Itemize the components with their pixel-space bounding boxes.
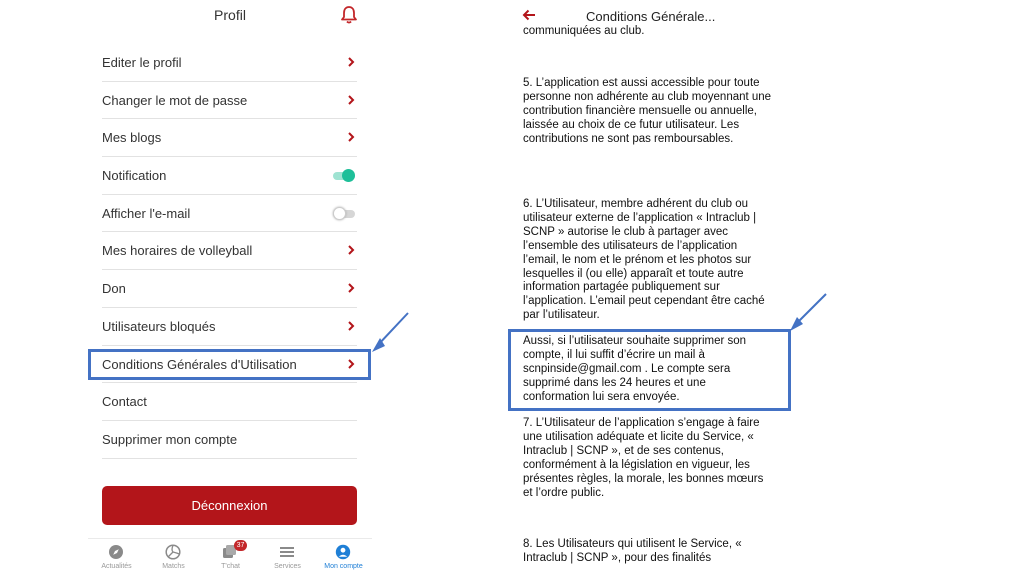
menu-item-label: Don [102,281,126,297]
menu-item-label: Supprimer mon compte [102,431,238,447]
menu-item-label: Utilisateurs bloqués [102,318,216,334]
menu-item-label: Conditions Générales d'Utilisation [102,356,297,372]
nav-label: T'chat [221,563,240,570]
logout-button[interactable]: Déconnexion [102,486,357,525]
menu-item-label: Mes blogs [102,130,162,146]
menu-item-label: Changer le mot de passe [102,92,248,108]
terms-paragraph-account-deletion: Aussi, si l’utilisateur souhaite supprimer son compte, il lui suffit d’écrire un mail à scnpinside@gmail.com . Le compte sera supprimé dans les 24 heures et une conformation lui sera envoyée. [523,335,747,403]
menu-item-label: Afficher l'e-mail [102,205,191,221]
page-title: Conditions Générale... [586,9,716,24]
nav-label: Actualités [101,563,132,570]
terms-paragraph-5: 5. L’application est aussi accessible pour toute personne non adhérente au club moyennant une contribution financière mensuelle ou annuelle, laissée au choix de ce futur utilisateur. Les contributions ne sont pas remboursables. [523,77,772,145]
terms-paragraph-8: 8. Les Utilisateurs qui utilisent le Service, « Intraclub | SCNP », pour des finalités [523,538,742,564]
menu-item-label: Contact [102,394,147,410]
terms-paragraph-6: 6. L’Utilisateur, membre adhérent du club ou utilisateur externe de l’application « Intraclub | SCNP » autorise le club à partager avec l’ensemble des utilisateurs de l’application l’email, le nom et le prénom et les photos sur lesquelles il (ou elle) apparaît et toute autre information partagée publiquement sur l’application. L’email peut cependant être caché par l’utilisateur. [523,198,765,322]
terms-text-fragment: communiquées au club. [523,25,645,37]
menu-item-label: Mes horaires de volleyball [102,243,253,259]
page-title: Profil [214,7,246,23]
nav-label: Mon compte [324,563,363,570]
nav-label: Services [274,563,301,570]
menu-item-label: Notification [102,168,167,184]
nav-label: Matchs [162,563,185,570]
menu-item-label: Editer le profil [102,55,182,70]
terms-paragraph-7: 7. L’Utilisateur de l’application s’engage à faire une utilisation adéquate et licite du Service, « Intraclub | SCNP », et de ses contenus, conformément à la législation en vigueur, les présentes règles, la morale, les bonnes mœurs et l’ordre public. [523,417,764,499]
chat-badge: 37 [234,540,247,551]
